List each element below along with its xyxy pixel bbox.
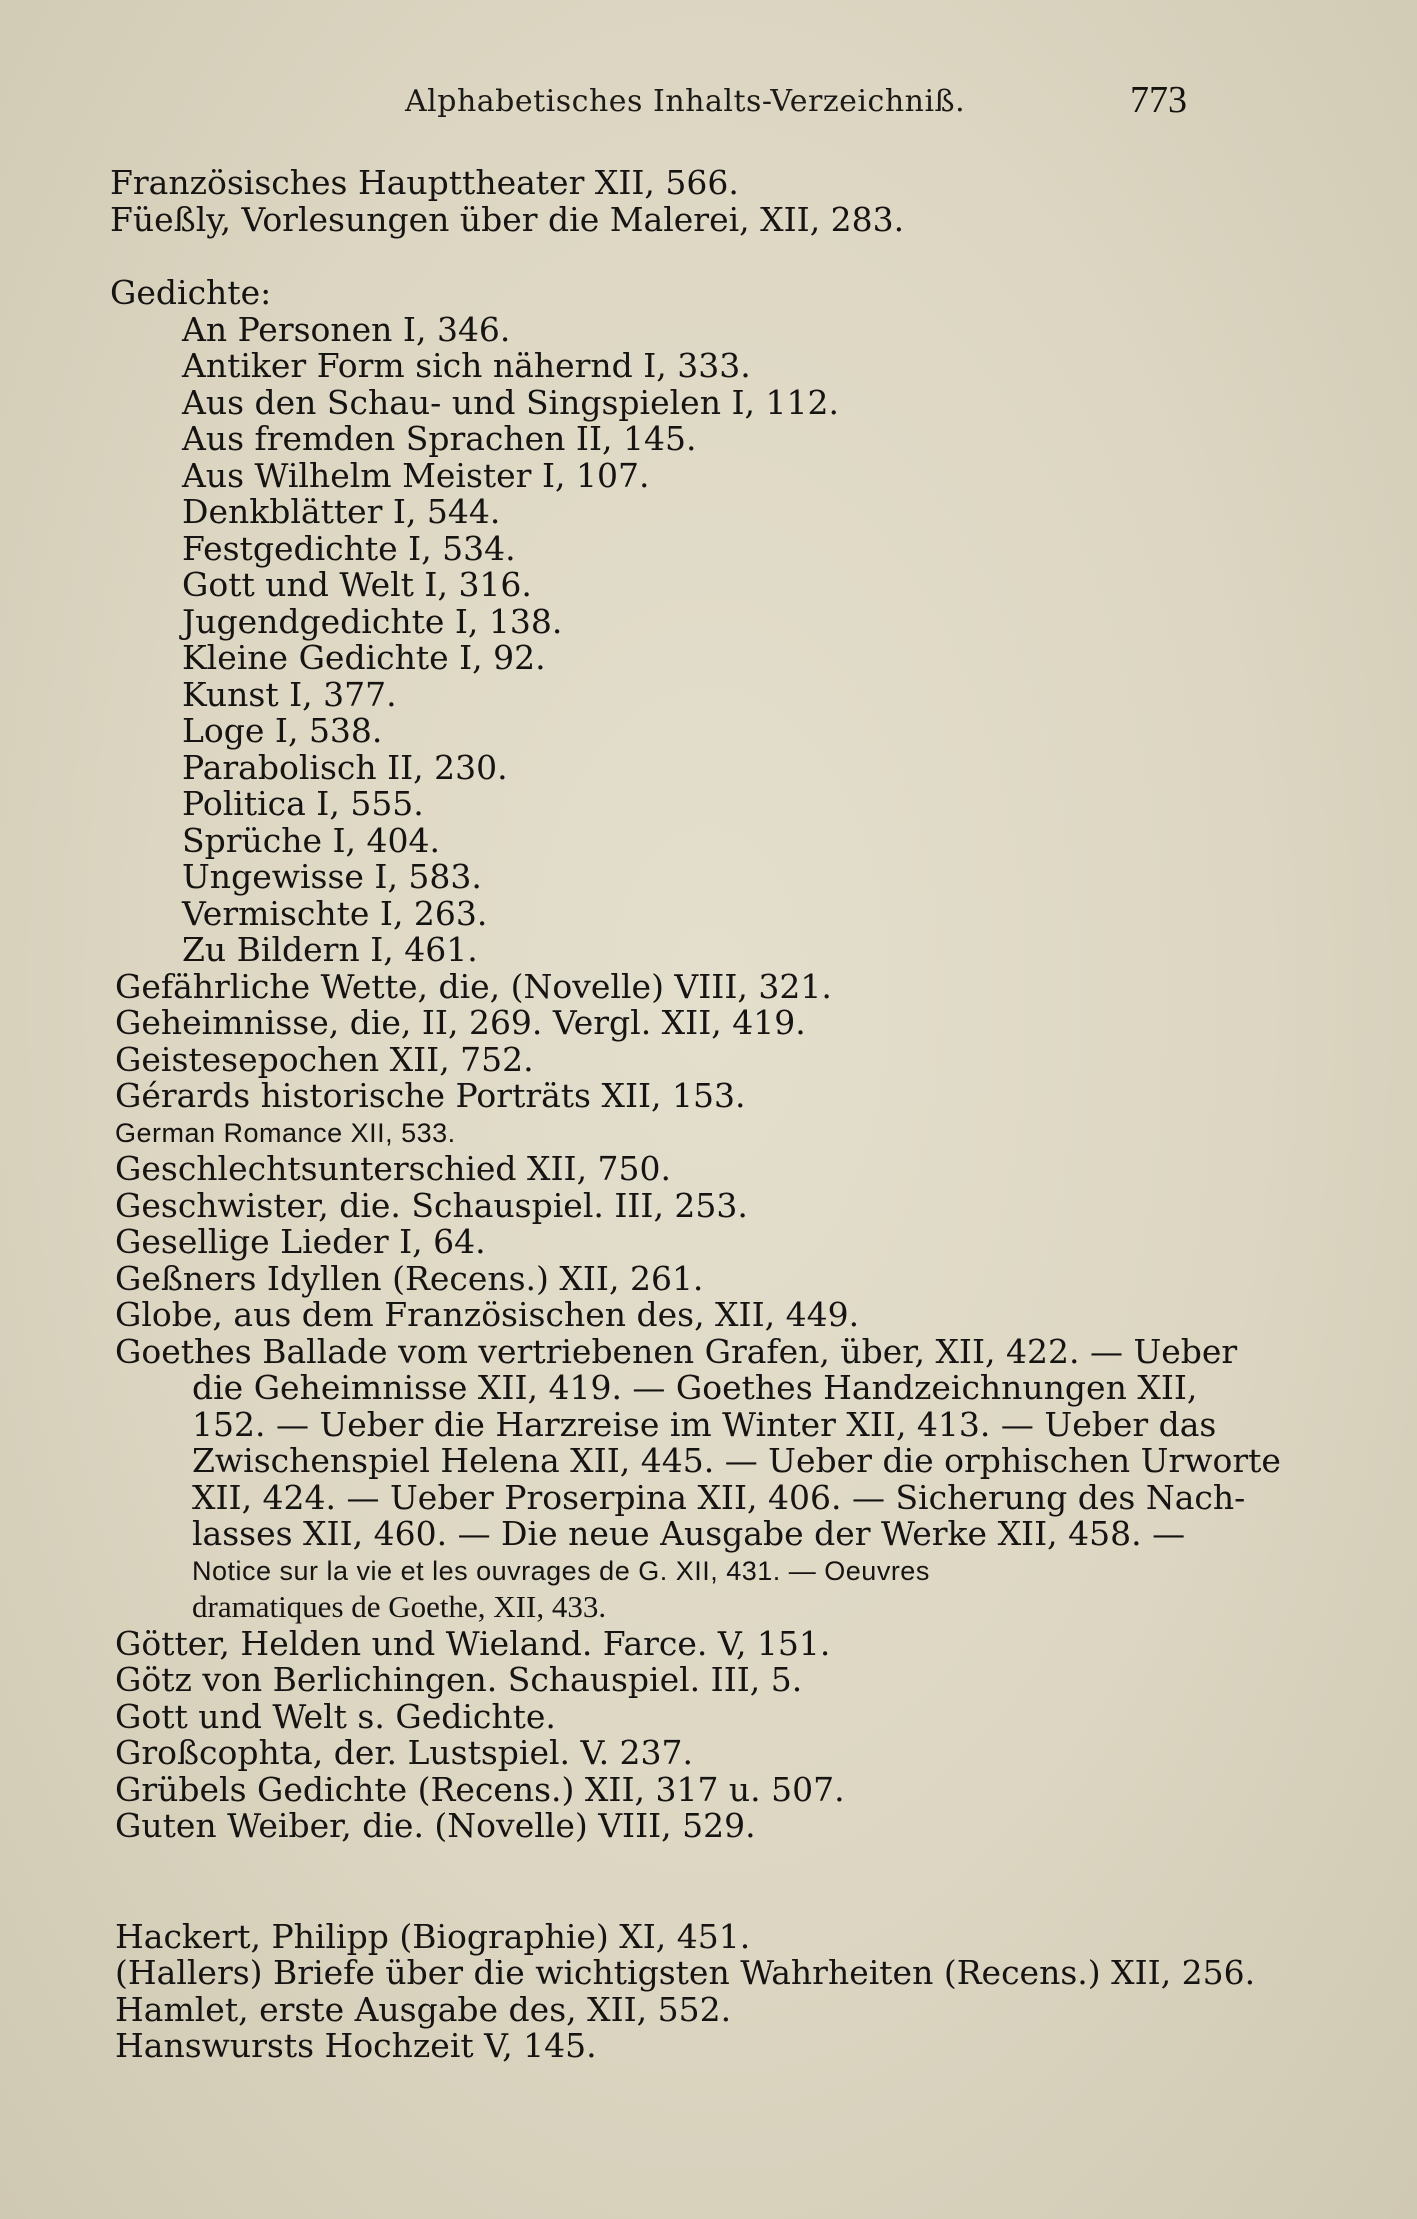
index-entry-line: An Personen I, 346. xyxy=(182,309,511,349)
index-entry-line: Gedichte: xyxy=(110,273,272,312)
page-header xyxy=(0,78,1417,128)
index-entry-line: Gesellige Lieder I, 64. xyxy=(115,1222,486,1261)
index-entry-line: Sprüche I, 404. xyxy=(182,820,441,860)
index-entry-line: Goethes Ballade vom vertriebenen Grafen, über, XII, 422. — Ueber xyxy=(115,1331,1238,1371)
blank-line xyxy=(0,238,1417,275)
index-entry-line: Französisches Haupttheater XII, 566. xyxy=(110,163,739,202)
index-entry-line: Geheimnisse, die, II, 269. Vergl. XII, 419. xyxy=(115,1003,806,1042)
index-entry-line: German Romance XII, 533. xyxy=(115,1117,456,1148)
index-entry-line: Kleine Gedichte I, 92. xyxy=(182,638,546,677)
index-entry-line: Parabolisch II, 230. xyxy=(182,747,508,787)
index-entry-line: Geistesepochen XII, 752. xyxy=(115,1039,534,1079)
index-entry-line: Zwischenspiel Helena XII, 445. — Ueber die orphischen Urworte xyxy=(192,1441,1281,1480)
index-entry-line: Aus Wilhelm Meister I, 107. xyxy=(182,455,650,495)
index-entry-line: Geschwister, die. Schauspiel. III, 253. xyxy=(115,1185,748,1225)
index-entry-line: Kunst I, 377. xyxy=(182,674,397,714)
blank-line xyxy=(0,1845,1417,1882)
index-entry-line: Gefährliche Wette, die, (Novelle) VIII, 321. xyxy=(115,966,832,1006)
index-entry-line: Hanswursts Hochzeit V, 145. xyxy=(115,2026,597,2065)
index-entry-line: Gott und Welt I, 316. xyxy=(182,565,532,604)
index-entry-line: Jugendgedichte I, 138. xyxy=(182,601,563,641)
index-entry-line: Antiker Form sich nähernd I, 333. xyxy=(182,346,751,385)
index-entry-line: Füeßly, Vorlesungen über die Malerei, XII, 283. xyxy=(110,199,905,239)
index-entry-line: XII, 424. — Ueber Proserpina XII, 406. — Sicherung des Nach- xyxy=(192,1477,1246,1517)
index-entry-line: dramatiques de Goethe, XII, 433. xyxy=(192,1589,607,1624)
index-entries xyxy=(0,165,1417,2065)
index-entry-line: Vermischte I, 263. xyxy=(182,893,488,933)
index-entry-line: Hamlet, erste Ausgabe des, XII, 552. xyxy=(115,1989,732,2029)
index-entry-line: Geßners Idyllen (Recens.) XII, 261. xyxy=(115,1258,704,1298)
index-entry-line: (Hallers) Briefe über die wichtigsten Wahrheiten (Recens.) XII, 256. xyxy=(115,1953,1256,1992)
index-entry-line: Denkblätter I, 544. xyxy=(182,492,501,531)
page-number: 773 xyxy=(1130,79,1187,121)
index-entry-line: Grübels Gedichte (Recens.) XII, 317 u. 507. xyxy=(115,1769,845,1809)
index-entry-line: Götz von Berlichingen. Schauspiel. III, 5. xyxy=(115,1660,803,1699)
index-entry-line: Gott und Welt s. Gedichte. xyxy=(115,1696,556,1736)
index-entry-line: Aus fremden Sprachen II, 145. xyxy=(182,419,697,458)
index-entry-line: Notice sur la vie et les ouvrages de G. XII, 431. — Oeuvres xyxy=(192,1555,930,1586)
blank-line xyxy=(0,1882,1417,1919)
index-entry-line: Festgedichte I, 534. xyxy=(182,528,516,568)
index-entry-line: Politica I, 555. xyxy=(182,784,424,823)
index-entry-line: Guten Weiber, die. (Novelle) VIII, 529. xyxy=(115,1806,756,1845)
index-entry-line: Gérards historische Porträts XII, 153. xyxy=(115,1076,746,1115)
index-entry-line: Globe, aus dem Französischen des, XII, 449. xyxy=(115,1295,860,1334)
index-entry-line: die Geheimnisse XII, 419. — Goethes Handzeichnungen XII, xyxy=(192,1368,1198,1407)
index-entry-line: Geschlechtsunterschied XII, 750. xyxy=(115,1149,672,1188)
index-entry-line: Hackert, Philipp (Biographie) XI, 451. xyxy=(115,1916,751,1956)
index-entry-line: Aus den Schau- und Singspielen I, 112. xyxy=(182,382,839,422)
index-entry-line: Ungewisse I, 583. xyxy=(182,857,482,896)
index-entry-line: Großcophta, der. Lustspiel. V. 237. xyxy=(115,1733,694,1772)
index-entry-line: Götter, Helden und Wieland. Farce. V, 151. xyxy=(115,1623,831,1663)
index-entry-line: 152. — Ueber die Harzreise im Winter XII, 413. — Ueber das xyxy=(192,1404,1217,1444)
running-title: Alphabetisches Inhalts-Verzeichniß. xyxy=(405,84,966,119)
index-entry-line: Loge I, 538. xyxy=(182,711,383,750)
index-entry-line: lasses XII, 460. — Die neue Ausgabe der Werke XII, 458. — xyxy=(192,1514,1186,1553)
index-entry-line: Zu Bildern I, 461. xyxy=(182,930,478,969)
